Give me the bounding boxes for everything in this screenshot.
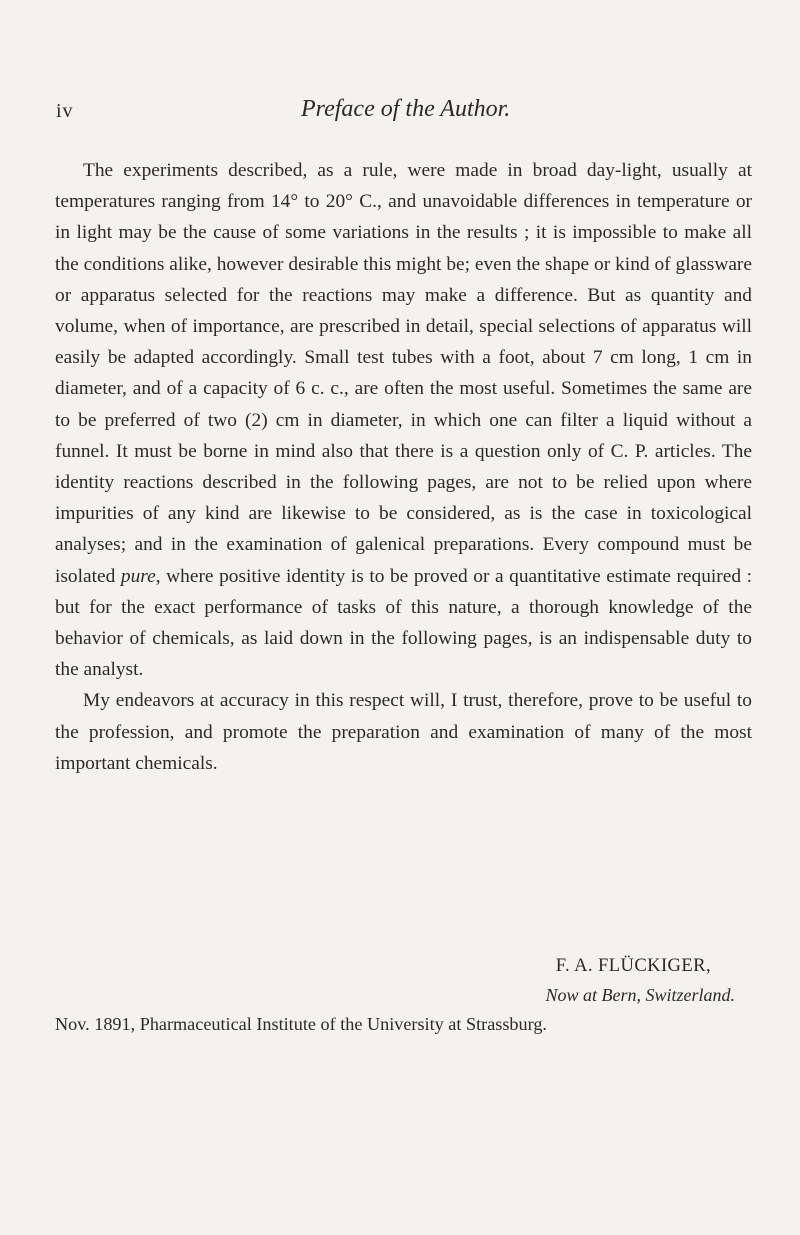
paragraph-2: My endeavors at accuracy in this respect will, I trust, therefore, prove to be useful to the profession, and promote the preparation and examination of many of the most important chemicals. (55, 690, 752, 774)
paragraph-1-text-a: The experiments described, as a rule, were made in broad day-light, usually at temperatures ranging from 14° to 20° C., and unavoidable differences in temperature or in light may be the cause of some variations in the results ; it is impossible to make all the conditions alike, however desirable this might be; even the shape or kind of glassware or apparatus selected for the reactions may make a difference. But as quantity and volume, when of importance, are prescribed in detail, special selections of apparatus will easily be adapted accordingly. Small test tubes with a foot, about 7 cm long, 1 cm in diameter, and of a capacity of 6 c. c., are often the most useful. Sometimes the same are to be preferred of two (2) cm in diameter, in which one can filter a liquid without a funnel. It must be borne in mind also that there is a question only of C. P. articles. The identity reactions described in the following pages, are not to be relied upon where impurities of any kind are likewise to be considered, as is the case in toxicological analyses; and in the examination of galenical preparations. Every compound must be isolated (55, 160, 752, 587)
running-head: Preface of the Author. (301, 96, 511, 122)
page-header (56, 96, 756, 130)
author-signature: F. A. FLÜCKIGER, (555, 955, 711, 976)
preface-body (55, 155, 752, 1034)
author-location: Now at Bern, Switzerland. (545, 985, 735, 1005)
paragraph-1-italic-word: pure (120, 565, 156, 587)
paragraph-1 (55, 155, 752, 685)
date-line: Nov. 1891, Pharmaceutical Institute of the University at Strassburg. (55, 1014, 547, 1034)
page-number: iv (56, 100, 74, 122)
paragraph-1-text-b: , where positive identity is to be proved or a quantitative estimate required : but for the exact performance of tasks of this nature, a thorough knowledge of the behavior of chemicals, as laid down in the following pages, is an indispensable duty to the analyst. (55, 565, 752, 681)
